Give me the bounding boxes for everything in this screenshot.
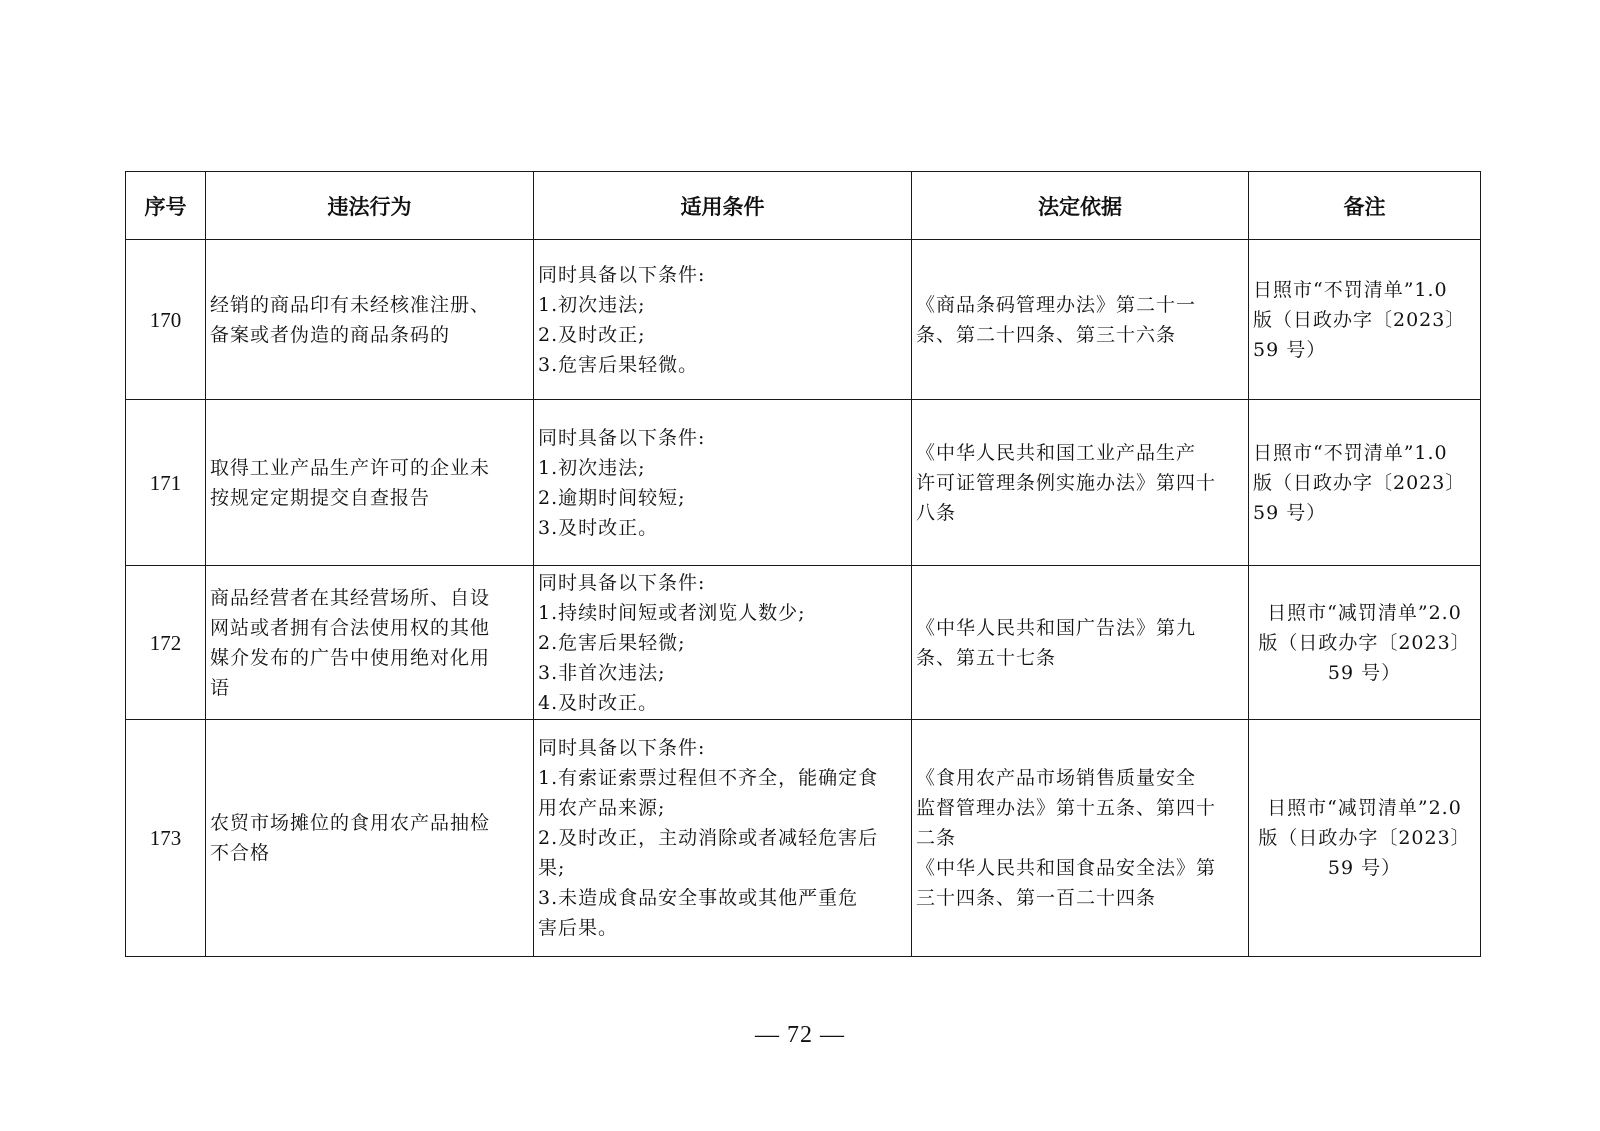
- row-legal-basis: 《中华人民共和国工业产品生产 许可证管理条例实施办法》第四十 八条: [912, 400, 1249, 566]
- row-violation: 经销的商品印有未经核准注册、 备案或者伪造的商品条码的: [206, 240, 534, 400]
- row-serial: 171: [126, 400, 206, 566]
- table-row: [126, 400, 1481, 566]
- header-conditions: 适用条件: [534, 172, 912, 240]
- table-row: [126, 720, 1481, 957]
- row-conditions: 同时具备以下条件: 1.初次违法; 2.逾期时间较短; 3.及时改正。: [534, 400, 912, 566]
- row-violation: 农贸市场摊位的食用农产品抽检 不合格: [206, 720, 534, 957]
- table-row: [126, 566, 1481, 720]
- table-header-row: [126, 172, 1481, 240]
- row-remarks: 日照市“减罚清单”2.0 版（日政办字〔2023〕 59 号）: [1249, 720, 1481, 957]
- page-number: — 72 —: [755, 1022, 845, 1048]
- row-legal-basis: 《食用农产品市场销售质量安全 监督管理办法》第十五条、第四十 二条 《中华人民共和国食品安全法》第 三十四条、第一百二十四条: [912, 720, 1249, 957]
- row-remarks: 日照市“不罚清单”1.0 版（日政办字〔2023〕 59 号）: [1249, 400, 1481, 566]
- header-violation: 违法行为: [206, 172, 534, 240]
- row-violation: 取得工业产品生产许可的企业未 按规定定期提交自查报告: [206, 400, 534, 566]
- header-legal-basis: 法定依据: [912, 172, 1249, 240]
- header-serial: 序号: [126, 172, 206, 240]
- row-legal-basis: 《商品条码管理办法》第二十一 条、第二十四条、第三十六条: [912, 240, 1249, 400]
- regulation-table: [125, 171, 1481, 957]
- row-violation: 商品经营者在其经营场所、自设 网站或者拥有合法使用权的其他 媒介发布的广告中使用绝对化用 语: [206, 566, 534, 720]
- row-remarks: 日照市“减罚清单”2.0 版（日政办字〔2023〕 59 号）: [1249, 566, 1481, 720]
- row-conditions: 同时具备以下条件: 1.初次违法; 2.及时改正; 3.危害后果轻微。: [534, 240, 912, 400]
- row-remarks: 日照市“不罚清单”1.0 版（日政办字〔2023〕 59 号）: [1249, 240, 1481, 400]
- row-serial: 173: [126, 720, 206, 957]
- header-remarks: 备注: [1249, 172, 1481, 240]
- row-serial: 170: [126, 240, 206, 400]
- row-legal-basis: 《中华人民共和国广告法》第九 条、第五十七条: [912, 566, 1249, 720]
- row-serial: 172: [126, 566, 206, 720]
- row-conditions: 同时具备以下条件: 1.持续时间短或者浏览人数少; 2.危害后果轻微; 3.非首次违法; 4.及时改正。: [534, 566, 912, 720]
- row-conditions: 同时具备以下条件: 1.有索证索票过程但不齐全，能确定食 用农产品来源; 2.及时改正，主动消除或者减轻危害后 果; 3.未造成食品安全事故或其他严重危 害后果。: [534, 720, 912, 957]
- table-row: [126, 240, 1481, 400]
